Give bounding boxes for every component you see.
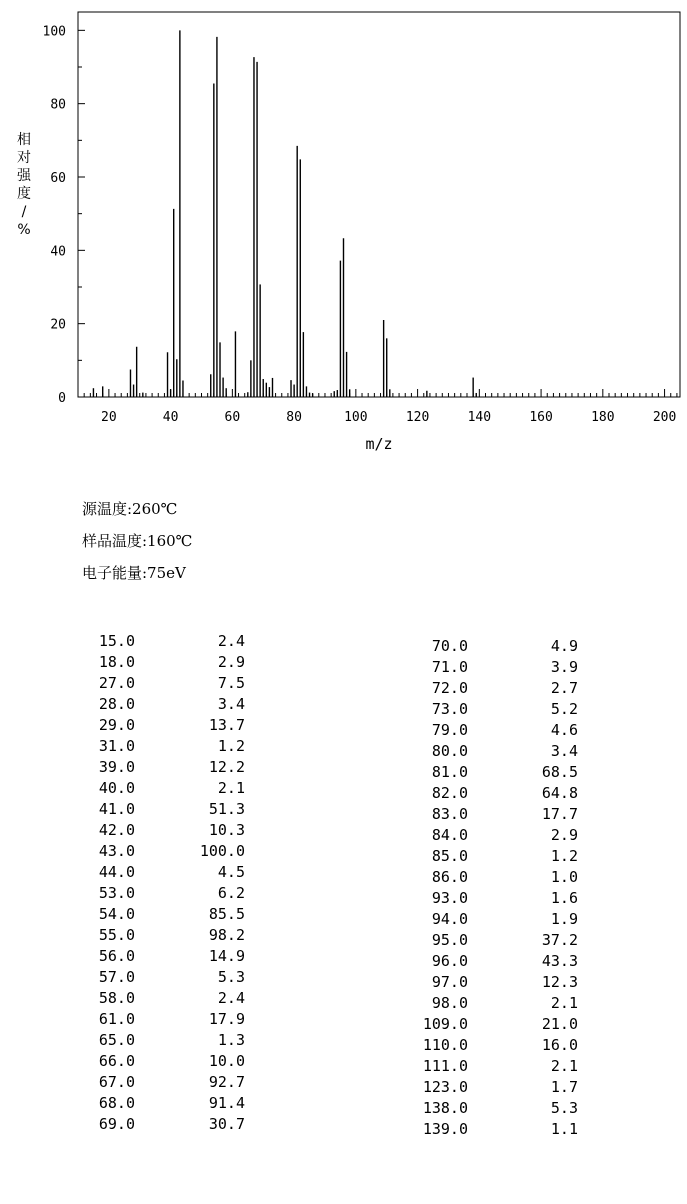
y-axis-label-char: 相 — [17, 132, 31, 148]
peak-abundance: 4.9 — [550, 637, 578, 655]
peak-row — [418, 1015, 578, 1036]
x-axis-label: m/z — [365, 435, 393, 453]
peak-abundance: 3.4 — [550, 742, 578, 760]
peak-mz: 39.0 — [98, 758, 135, 776]
peak-mz: 56.0 — [98, 947, 135, 965]
y-tick-label: 20 — [50, 317, 66, 333]
y-axis-label-char: 对 — [17, 150, 31, 166]
peak-mz: 95.0 — [431, 931, 468, 949]
peak-row — [418, 910, 578, 931]
peak-abundance: 16.0 — [541, 1036, 578, 1054]
peak-row — [85, 842, 245, 863]
peak-row — [85, 821, 245, 842]
peak-row — [85, 947, 245, 968]
y-axis-label-char: 度 — [17, 186, 31, 202]
peak-abundance: 51.3 — [208, 800, 245, 818]
peak-row — [85, 926, 245, 947]
peak-mz: 84.0 — [431, 826, 468, 844]
peak-mz: 53.0 — [98, 884, 135, 902]
axis-ticks — [78, 30, 677, 397]
peak-mz: 109.0 — [422, 1015, 468, 1033]
peak-row — [418, 868, 578, 889]
peak-row — [418, 826, 578, 847]
y-tick-label: 60 — [50, 171, 66, 186]
peak-abundance: 5.3 — [217, 968, 245, 986]
source-temperature: 源温度:260℃ — [82, 500, 178, 518]
peak-mz: 139.0 — [422, 1120, 468, 1138]
peak-mz: 70.0 — [431, 637, 468, 655]
peak-mz: 61.0 — [98, 1010, 135, 1028]
peak-mz: 42.0 — [98, 821, 135, 839]
peak-row — [418, 1057, 578, 1078]
peak-mz: 83.0 — [431, 805, 468, 823]
peak-abundance: 1.0 — [550, 868, 578, 886]
peak-row — [418, 952, 578, 973]
peak-abundance: 2.9 — [217, 653, 245, 671]
peak-row — [418, 994, 578, 1015]
peak-abundance: 14.9 — [208, 947, 245, 965]
peak-mz: 54.0 — [98, 905, 135, 923]
peak-row — [418, 742, 578, 763]
peak-abundance: 68.5 — [541, 763, 578, 781]
peak-abundance: 7.5 — [217, 674, 245, 692]
peak-row — [418, 763, 578, 784]
peak-abundance: 92.7 — [208, 1073, 245, 1091]
peak-row — [85, 716, 245, 737]
peak-row — [418, 637, 578, 658]
x-tick-label: 140 — [467, 410, 492, 425]
peak-row — [418, 805, 578, 826]
peak-row — [418, 889, 578, 910]
peak-row — [85, 1052, 245, 1073]
peak-mz: 28.0 — [98, 695, 135, 713]
peak-mz: 27.0 — [98, 674, 135, 692]
peak-abundance: 43.3 — [541, 952, 578, 970]
x-tick-label: 60 — [224, 410, 241, 425]
peak-row — [85, 695, 245, 716]
x-tick-label: 80 — [286, 410, 302, 425]
peak-row — [418, 1036, 578, 1057]
peak-mz: 72.0 — [431, 679, 468, 697]
peak-mz: 43.0 — [98, 842, 135, 860]
tick-labels — [43, 24, 677, 425]
peak-row — [85, 1010, 245, 1031]
peak-abundance: 4.6 — [550, 721, 578, 739]
peak-mz: 57.0 — [98, 968, 135, 986]
peak-abundance: 1.6 — [550, 889, 578, 907]
y-axis-label — [17, 131, 32, 238]
peak-row — [418, 847, 578, 868]
peak-mz: 55.0 — [98, 926, 135, 944]
peak-row — [85, 1115, 245, 1136]
peak-mz: 79.0 — [431, 721, 468, 739]
peak-row — [85, 737, 245, 758]
peak-mz: 68.0 — [98, 1094, 135, 1112]
peak-row — [85, 674, 245, 695]
peak-abundance: 3.4 — [217, 695, 245, 713]
peak-abundance: 12.3 — [541, 973, 578, 991]
x-tick-label: 180 — [591, 410, 615, 425]
peak-abundance: 85.5 — [208, 905, 245, 923]
peak-abundance: 3.9 — [550, 658, 578, 676]
peak-row — [85, 758, 245, 779]
peak-abundance: 91.4 — [208, 1094, 245, 1112]
mass-spectrum-chart — [0, 0, 687, 460]
peak-row — [418, 721, 578, 742]
peak-abundance: 2.1 — [217, 779, 245, 797]
peak-row — [85, 779, 245, 800]
peak-abundance: 1.2 — [217, 737, 245, 755]
peak-mz: 31.0 — [98, 737, 135, 755]
peak-table-right — [418, 637, 578, 1141]
x-tick-label: 40 — [162, 410, 179, 425]
y-tick-label: 100 — [42, 24, 66, 40]
peak-mz: 40.0 — [98, 779, 135, 797]
peak-mz: 58.0 — [98, 989, 135, 1007]
peak-abundance: 2.9 — [550, 826, 578, 844]
peak-abundance: 2.7 — [550, 679, 578, 697]
electron-energy: 电子能量:75eV — [82, 564, 186, 582]
peak-row — [418, 658, 578, 679]
peak-abundance: 1.3 — [217, 1031, 245, 1049]
peak-mz: 81.0 — [431, 763, 468, 781]
peak-row — [418, 1099, 578, 1120]
peak-row — [85, 968, 245, 989]
x-tick-label: 100 — [344, 410, 368, 425]
peak-row — [418, 1078, 578, 1099]
peak-row — [418, 784, 578, 805]
peak-row — [85, 863, 245, 884]
peak-abundance: 98.2 — [208, 926, 245, 944]
peak-row — [418, 700, 578, 721]
peak-abundance: 2.1 — [550, 994, 578, 1012]
y-tick-label: 80 — [50, 97, 66, 113]
peak-abundance: 2.1 — [550, 1057, 578, 1075]
peak-mz: 111.0 — [422, 1057, 468, 1075]
peak-mz: 29.0 — [98, 716, 135, 734]
peak-mz: 82.0 — [431, 784, 468, 802]
sample-temperature: 样品温度:160℃ — [82, 532, 193, 550]
peak-abundance: 10.0 — [208, 1052, 245, 1070]
peak-row — [85, 1094, 245, 1115]
peak-abundance: 4.5 — [217, 863, 245, 881]
peak-abundance: 13.7 — [208, 716, 245, 734]
peak-abundance: 17.7 — [541, 805, 578, 823]
peak-mz: 96.0 — [431, 952, 468, 970]
peak-abundance: 37.2 — [541, 931, 578, 949]
peak-abundance: 1.9 — [550, 910, 578, 928]
plot-frame — [78, 12, 680, 397]
peak-abundance: 30.7 — [208, 1115, 245, 1133]
peak-abundance: 2.4 — [217, 632, 245, 650]
peak-abundance: 17.9 — [208, 1010, 245, 1028]
x-tick-label: 200 — [652, 410, 677, 425]
peak-row — [85, 1073, 245, 1094]
peak-abundance: 5.2 — [550, 700, 578, 718]
peak-abundance: 1.1 — [550, 1120, 578, 1138]
peak-row — [85, 653, 245, 674]
peak-row — [418, 973, 578, 994]
peak-mz: 65.0 — [98, 1031, 135, 1049]
peak-abundance: 100.0 — [199, 842, 245, 860]
peak-abundance: 10.3 — [208, 821, 245, 839]
peak-mz: 41.0 — [98, 800, 135, 818]
peak-row — [418, 679, 578, 700]
peak-row — [418, 931, 578, 952]
spectrum-bars — [93, 30, 476, 397]
y-tick-label: 0 — [58, 391, 66, 406]
peak-row — [85, 884, 245, 905]
peak-mz: 98.0 — [431, 994, 468, 1012]
peak-mz: 67.0 — [98, 1073, 135, 1091]
peak-mz: 86.0 — [431, 868, 468, 886]
x-tick-label: 20 — [101, 410, 117, 425]
peak-mz: 94.0 — [431, 910, 468, 928]
peak-mz: 66.0 — [98, 1052, 135, 1070]
peak-abundance: 2.4 — [217, 989, 245, 1007]
peak-abundance: 6.2 — [217, 884, 245, 902]
peak-abundance: 64.8 — [541, 784, 578, 802]
peak-mz: 71.0 — [431, 658, 468, 676]
peak-row — [85, 632, 245, 653]
peak-mz: 110.0 — [422, 1036, 468, 1054]
peak-mz: 80.0 — [431, 742, 468, 760]
peak-row — [418, 1120, 578, 1141]
x-tick-label: 160 — [529, 410, 553, 425]
peak-row — [85, 989, 245, 1010]
peak-row — [85, 1031, 245, 1052]
peak-abundance: 1.2 — [550, 847, 578, 865]
peak-abundance: 21.0 — [541, 1015, 578, 1033]
peak-abundance: 12.2 — [208, 758, 245, 776]
peak-mz: 15.0 — [98, 632, 135, 650]
peak-mz: 123.0 — [422, 1078, 468, 1096]
peak-row — [85, 800, 245, 821]
peak-mz: 44.0 — [98, 863, 135, 881]
peak-mz: 69.0 — [98, 1115, 135, 1133]
peak-mz: 97.0 — [431, 973, 468, 991]
instrument-conditions — [82, 493, 192, 589]
peak-mz: 138.0 — [422, 1099, 468, 1117]
peak-abundance: 1.7 — [550, 1078, 578, 1096]
x-tick-label: 120 — [405, 410, 430, 425]
peak-row — [85, 905, 245, 926]
peak-mz: 85.0 — [431, 847, 468, 865]
y-axis-label-char: % — [17, 222, 31, 238]
peak-mz: 93.0 — [431, 889, 468, 907]
peak-abundance: 5.3 — [550, 1099, 578, 1117]
y-axis-label-char: 强 — [17, 168, 31, 184]
y-tick-label: 40 — [50, 244, 66, 260]
peak-table-left — [85, 632, 245, 1136]
peak-mz: 73.0 — [431, 700, 468, 718]
y-axis-label-char: / — [21, 204, 27, 220]
peak-mz: 18.0 — [98, 653, 135, 671]
